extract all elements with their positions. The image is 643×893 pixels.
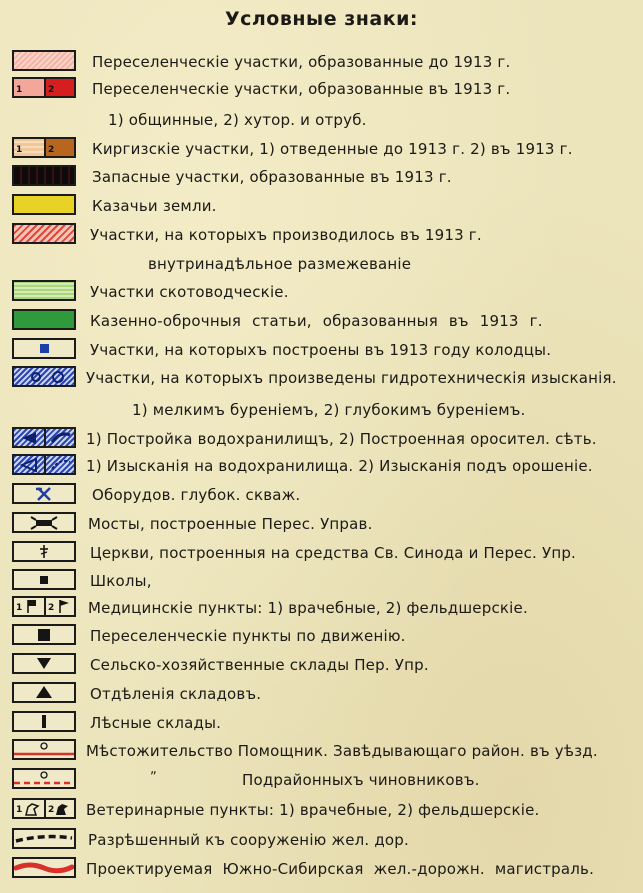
legend-row (0, 796, 643, 822)
legend-row (0, 106, 643, 132)
legend-row (0, 221, 643, 247)
legend-label: Участки, на которыхъ построены въ 1913 году колодцы. (90, 341, 552, 359)
legend-label: Церкви, построенныя на средства Св. Синода и Перес. Упр. (90, 544, 577, 562)
school-icon (12, 569, 76, 590)
legend-label: внутринадѣльное размежеваніе (148, 255, 412, 273)
intra-allotment-survey-icon (12, 223, 76, 244)
legend-row (0, 622, 643, 648)
legend-row (0, 192, 643, 218)
veterinary-horse-icon: 1 2 (12, 798, 76, 819)
subdistrict-official-icon (12, 768, 76, 789)
legend-label: Сельско-хозяйственные склады Пер. Упр. (90, 656, 429, 674)
legend-label: Переселенческіе пункты по движенію. (90, 627, 406, 645)
legend-label: Подрайонныхъ чиновниковъ. (242, 771, 480, 789)
state-rent-icon (12, 309, 76, 330)
legend-row (0, 336, 643, 362)
legend-row (0, 510, 643, 536)
settler-pre1913-icon (12, 50, 76, 71)
ditto-mark: „ (150, 762, 157, 777)
legend-label: Переселенческіе участки, образованные въ 1913 г. (92, 80, 511, 98)
hydro-survey-icon (12, 366, 76, 387)
legend-row (0, 709, 643, 735)
legend-row (0, 855, 643, 881)
district-assistant-icon (12, 739, 76, 760)
legend-row (0, 364, 643, 390)
legend-row (0, 826, 643, 852)
legend-label: 1) Постройка водохранилищъ, 2) Построенная оросител. сѣть. (86, 430, 597, 448)
legend-row (0, 163, 643, 189)
legend-label: Киргизскіе участки, 1) отведенные до 1913 г. 2) въ 1913 г. (92, 140, 573, 158)
borehole-equipment-icon (12, 483, 76, 504)
reservoir-survey-icon (12, 454, 76, 475)
legend-label: Мѣстожительство Помощник. Завѣдывающаго район. въ уѣзд. (86, 742, 598, 760)
legend-label: Разрѣшенный къ сооруженію жел. дор. (88, 831, 409, 849)
settler-transit-icon (12, 624, 76, 645)
legend-row (0, 481, 643, 507)
warehouse-branch-icon (12, 682, 76, 703)
medical-flag-icon: 1 2 (12, 596, 76, 617)
legend-label: 1) Изысканія на водохранилища. 2) Изысканія подъ орошеніе. (86, 457, 593, 475)
permitted-railway-icon (12, 828, 76, 849)
legend-label: Проектируемая Южно-Сибирская жел.-дорожн. магистраль. (86, 860, 595, 878)
legend-row (0, 651, 643, 677)
legend-label: 1) мелкимъ буреніемъ, 2) глубокимъ буреніемъ. (132, 401, 526, 419)
legend-row (0, 737, 643, 763)
legend-row (0, 452, 643, 478)
kirghiz-plots-icon: 1 2 (12, 137, 76, 158)
legend-label: Запасные участки, образованные въ 1913 г. (92, 168, 452, 186)
legend-label: 1) общинные, 2) хутор. и отруб. (108, 111, 367, 129)
reservoir-build-icon (12, 427, 76, 448)
legend-row (0, 250, 643, 276)
projected-mainline-icon (12, 857, 76, 878)
legend-row (0, 762, 643, 792)
legend-label: Казенно-оброчныя статьи, образованныя въ 1913 г. (90, 312, 543, 330)
reserve-plots-icon (12, 165, 76, 186)
legend-row (0, 396, 643, 422)
legend-label: Отдѣленія складовъ. (90, 685, 262, 703)
legend-row (0, 539, 643, 565)
legend-row (0, 135, 643, 161)
legend-label: Участки скотоводческіе. (90, 283, 289, 301)
legend-label: Участки, на которыхъ производилось въ 1913 г. (90, 226, 482, 244)
legend-row (0, 307, 643, 333)
legend-label: Переселенческіе участки, образованные до 1913 г. (92, 53, 511, 71)
settler-1913-icon: 1 2 (12, 77, 76, 98)
legend-label: Медицинскіе пункты: 1) врачебные, 2) фельдшерскіе. (88, 599, 528, 617)
legend-label: Ветеринарные пункты: 1) врачебные, 2) фельдшерскіе. (86, 801, 540, 819)
legend-row (0, 75, 643, 101)
legend-label: Оборудов. глубок. скваж. (92, 486, 301, 504)
legend-label: Лѣсные склады. (90, 714, 222, 732)
legend-title: Условные знаки: (224, 8, 418, 30)
well-icon (12, 338, 76, 359)
legend-row (0, 278, 643, 304)
livestock-plots-icon (12, 280, 76, 301)
cossack-lands-icon (12, 194, 76, 215)
bridge-icon (12, 512, 76, 533)
legend-row (0, 594, 643, 620)
legend-label: Мосты, построенные Перес. Управ. (88, 515, 373, 533)
church-icon (12, 541, 76, 562)
legend-label: Участки, на которыхъ произведены гидротехническія изысканія. (86, 369, 617, 387)
legend-row (0, 567, 643, 593)
agri-warehouse-icon (12, 653, 76, 674)
legend-label: Школы, (90, 572, 152, 590)
legend-row (0, 680, 643, 706)
legend-label: Казачьи земли. (92, 197, 217, 215)
legend-row (0, 425, 643, 451)
legend-row (0, 48, 643, 74)
timber-warehouse-icon (12, 711, 76, 732)
